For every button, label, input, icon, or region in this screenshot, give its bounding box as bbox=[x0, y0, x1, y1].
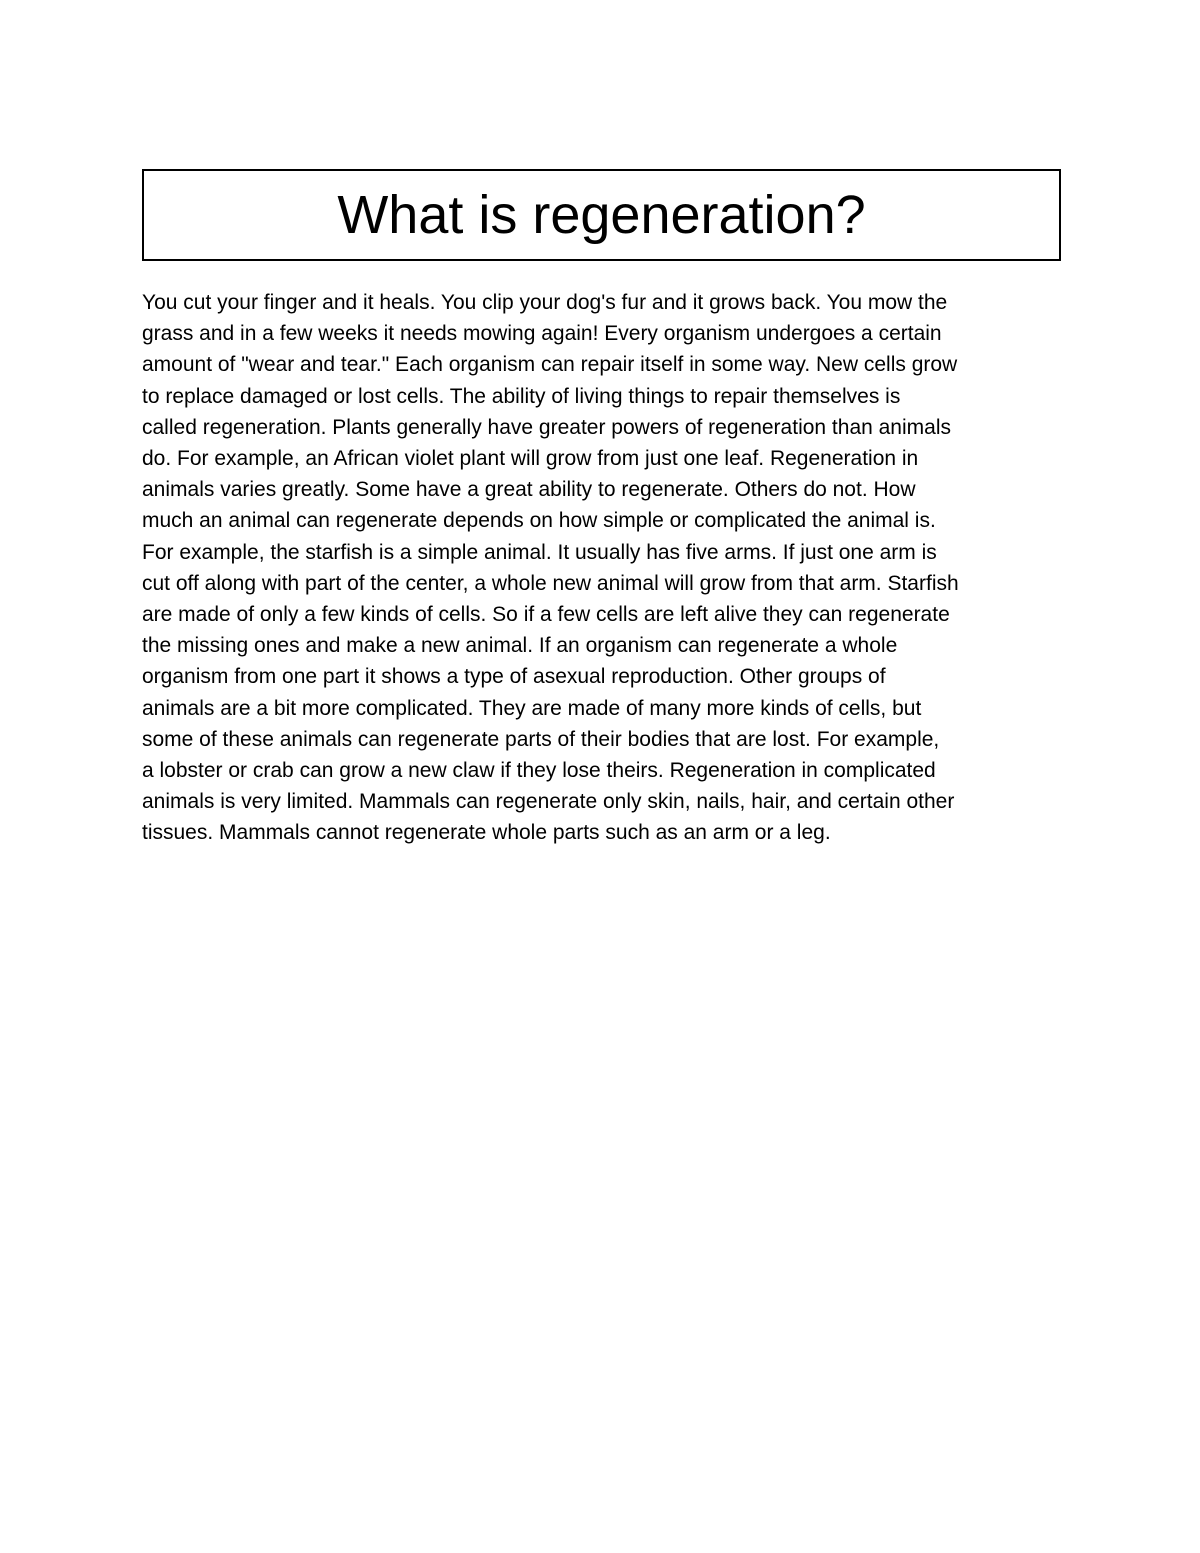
title-box bbox=[142, 169, 1061, 261]
page-title: What is regeneration? bbox=[337, 185, 866, 245]
body-line: tissues. Mammals cannot regenerate whole parts such as an arm or a leg. bbox=[142, 821, 831, 845]
body-line: animals are a bit more complicated. They are made of many more kinds of cells, but bbox=[142, 696, 922, 720]
body-line: the missing ones and make a new animal. If an organism can regenerate a whole bbox=[142, 634, 898, 658]
body-line: amount of "wear and tear." Each organism can repair itself in some way. New cells grow bbox=[142, 353, 958, 377]
body-line: grass and in a few weeks it needs mowing again! Every organism undergoes a certain bbox=[142, 322, 942, 346]
body-paragraph bbox=[142, 287, 1062, 849]
body-line: organism from one part it shows a type of asexual reproduction. Other groups of bbox=[142, 665, 886, 689]
body-line: called regeneration. Plants generally have greater powers of regeneration than animals bbox=[142, 415, 951, 439]
body-line: a lobster or crab can grow a new claw if they lose theirs. Regeneration in complicated bbox=[142, 759, 936, 783]
body-line: You cut your finger and it heals. You clip your dog's fur and it grows back. You mow the bbox=[142, 291, 948, 314]
body-line: much an animal can regenerate depends on how simple or complicated the animal is. bbox=[142, 509, 936, 533]
body-line: to replace damaged or lost cells. The ability of living things to repair themselves is bbox=[142, 384, 901, 408]
body-line: For example, the starfish is a simple animal. It usually has five arms. If just one arm is bbox=[142, 540, 937, 564]
body-line: animals is very limited. Mammals can regenerate only skin, nails, hair, and certain other bbox=[142, 790, 955, 814]
body-line: some of these animals can regenerate parts of their bodies that are lost. For example, bbox=[142, 727, 940, 751]
body-line: cut off along with part of the center, a whole new animal will grow from that arm. Starfish bbox=[142, 571, 959, 595]
body-line: animals varies greatly. Some have a great ability to regenerate. Others do not. How bbox=[142, 478, 916, 502]
body-line: do. For example, an African violet plant will grow from just one leaf. Regeneration in bbox=[142, 447, 919, 471]
body-line: are made of only a few kinds of cells. So if a few cells are left alive they can regenerate bbox=[142, 603, 950, 627]
